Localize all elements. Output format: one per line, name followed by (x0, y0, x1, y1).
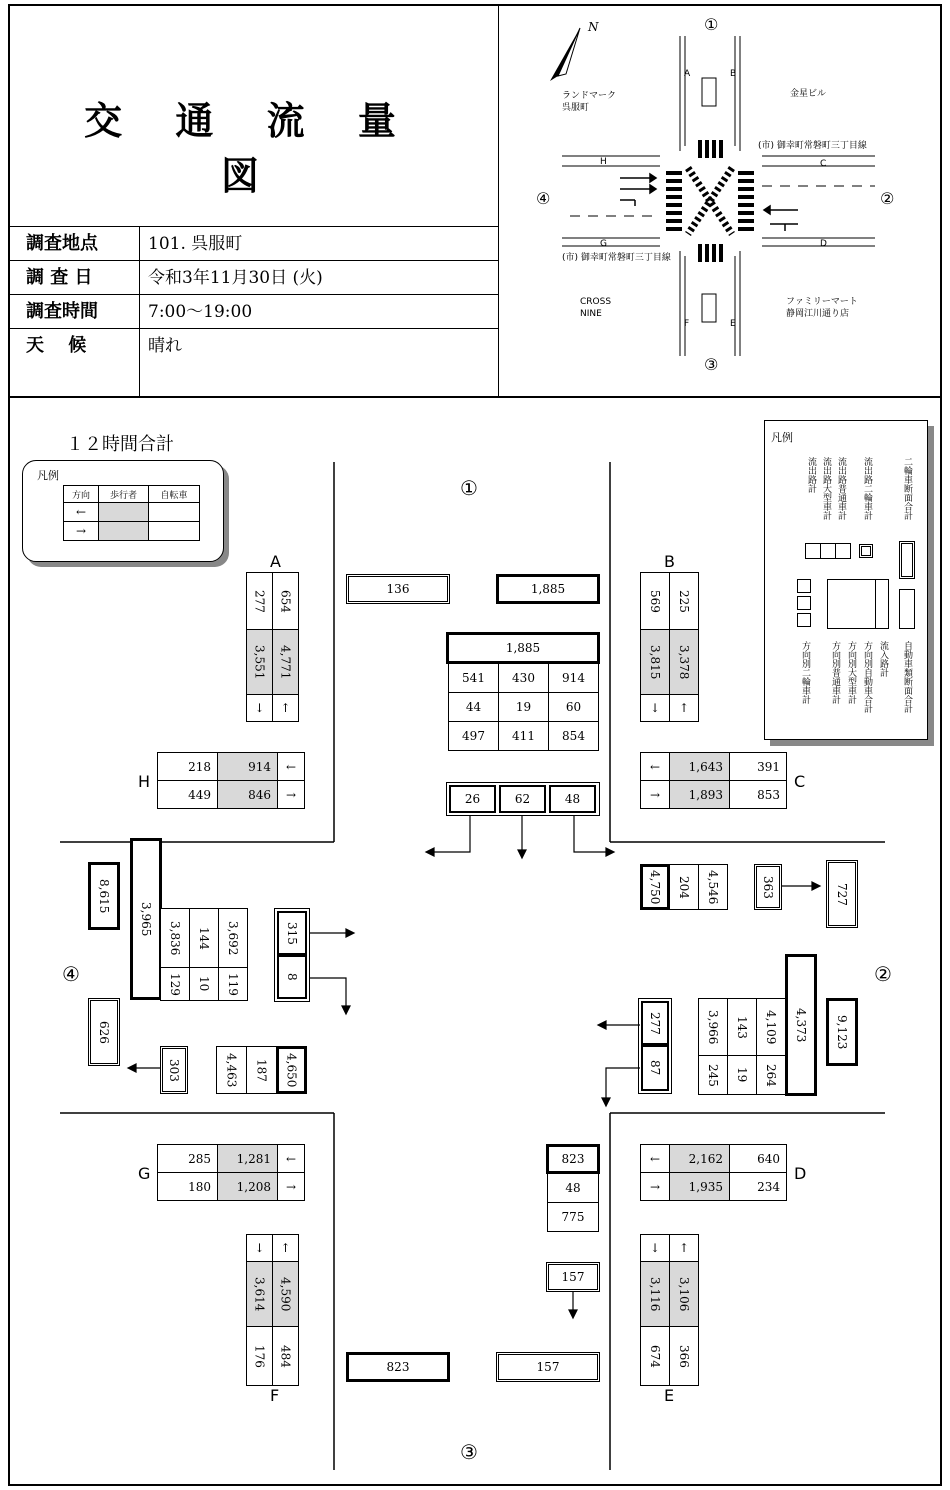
legend-label: 流出路大型車計 (821, 457, 831, 520)
crosswalk-e-arrow-up: ↑ (669, 1234, 699, 1262)
west-moto-1: 315 (277, 911, 307, 955)
svg-text:G: G (600, 239, 607, 249)
north-grid-cell: 411 (498, 721, 549, 751)
legend-label: 方向別普通車計 (830, 641, 840, 704)
crosswalk-g-bike: 180 (157, 1172, 218, 1201)
crosswalk-label-a: A (270, 552, 281, 571)
crosswalk-h-ped: 846 (217, 780, 278, 809)
west-grid-cell: 10 (189, 967, 219, 1001)
landmark-sw: CROSS (580, 297, 612, 307)
crosswalk-a-arrow-down: ↓ (246, 694, 273, 722)
north-outflow-total: 1,885 (446, 632, 600, 664)
legend-label: 方向別大型車計 (846, 641, 856, 704)
page-title: 交 通 流 量 図 (84, 99, 416, 198)
crosswalk-c-arrow: → (640, 780, 670, 809)
crosswalk-f-arrow-down: ↓ (246, 1234, 273, 1262)
crosswalk-b-bike-down: 569 (640, 572, 670, 630)
east-moto-2: 87 (641, 1045, 669, 1091)
west-grid-cell: 129 (160, 967, 190, 1001)
crosswalk-h-ped: 914 (217, 752, 278, 781)
north-twowheel-section: 136 (346, 574, 450, 604)
landmark-se: ファミリーマート (786, 297, 858, 307)
legend-label: 方向別自動車合計 (862, 641, 872, 713)
crosswalk-d-arrow: → (640, 1172, 670, 1201)
east-grid-cell: 264 (756, 1055, 786, 1095)
north-outflow-3: 914 (548, 663, 599, 693)
crosswalk-label-f: F (270, 1386, 280, 1405)
crosswalk-g-arrow: → (277, 1172, 305, 1201)
road-west-label: (市) 御幸町常磐町三丁目線 (562, 253, 671, 263)
south-outflow-1: 48 (547, 1173, 599, 1203)
east-vehicle-section: 9,123 (826, 998, 858, 1066)
north-outflow-2: 430 (498, 663, 549, 693)
east-moto-1: 277 (641, 1001, 669, 1045)
approach-3: ③ (704, 355, 719, 374)
crosswalk-c-ped: 1,643 (669, 752, 730, 781)
north-grid-cell: 44 (448, 692, 499, 722)
svg-text:B: B (730, 69, 737, 79)
crosswalk-f-ped-up: 4,590 (272, 1261, 299, 1327)
crosswalk-a-arrow-up: ↑ (272, 694, 299, 722)
north-grid-cell: 497 (448, 721, 499, 751)
svg-text:NINE: NINE (580, 309, 602, 319)
info-value: 令和3年11月30日 (火) (148, 268, 323, 288)
south-twowheel-section: 157 (496, 1352, 600, 1382)
svg-text:H: H (600, 157, 607, 167)
crosswalk-d-bike: 640 (729, 1144, 787, 1173)
crosswalk-b-ped-up: 3,378 (669, 629, 699, 695)
north-grid-cell: 19 (498, 692, 549, 722)
svg-text:F: F (684, 319, 690, 329)
crosswalk-h-arrow: → (277, 780, 305, 809)
crosswalk-c-bike: 391 (729, 752, 787, 781)
crosswalk-a-bike-up: 654 (272, 572, 299, 630)
east-outflow-total: 4,373 (785, 954, 817, 1096)
crosswalk-c-bike: 853 (729, 780, 787, 809)
crosswalk-g-bike: 285 (157, 1144, 218, 1173)
crosswalk-c-arrow: ← (640, 752, 670, 781)
crosswalk-d-arrow: ← (640, 1144, 670, 1173)
crosswalk-a-bike-down: 277 (246, 572, 273, 630)
west-grid-cell: 119 (218, 967, 248, 1001)
crosswalk-e-ped-up: 3,106 (669, 1261, 699, 1327)
crosswalk-e-ped-down: 3,116 (640, 1261, 670, 1327)
section-title: １２時間合計 (66, 434, 174, 455)
svg-text:呉服町: 呉服町 (562, 103, 590, 113)
approach-label-2: ② (874, 962, 892, 986)
north-moto-2: 62 (499, 785, 546, 813)
landmark-ne: 金星ビル (790, 89, 827, 99)
svg-text:A: A (684, 69, 691, 79)
north-grid-cell: 854 (548, 721, 599, 751)
west-inflow-total: 4,650 (276, 1046, 307, 1094)
crosswalk-b-ped-down: 3,815 (640, 629, 670, 695)
road-east-label: (市) 御幸町常磐町三丁目線 (758, 141, 867, 151)
crosswalk-c-ped: 1,893 (669, 780, 730, 809)
crosswalk-e-bike-down: 674 (640, 1326, 670, 1386)
approach-label-3: ③ (460, 1440, 478, 1464)
info-value: 101. 呉服町 (148, 234, 243, 254)
east-grid-cell: 19 (727, 1055, 757, 1095)
crosswalk-f-arrow-up: ↑ (272, 1234, 299, 1262)
legend-header-ped: 歩行者 (98, 485, 149, 503)
legend-label: 方向別二輪車計 (800, 641, 810, 704)
east-grid-cell: 4,109 (756, 998, 786, 1056)
east-grid-cell: 245 (698, 1055, 728, 1095)
crosswalk-b-bike-up: 225 (669, 572, 699, 630)
south-outflow-total: 823 (546, 1144, 600, 1174)
crosswalk-f-bike-down: 176 (246, 1326, 273, 1386)
east-twowheel-section: 727 (826, 860, 858, 928)
west-vehicle-section: 8,615 (88, 862, 120, 930)
crosswalk-g-ped: 1,281 (217, 1144, 278, 1173)
west-grid-cell: 144 (189, 908, 219, 968)
crosswalk-a-ped-up: 4,771 (272, 629, 299, 695)
info-label: 調査時間 (10, 295, 140, 329)
crosswalk-h-arrow: ← (277, 752, 305, 781)
legend-label: 流出路普通車計 (836, 457, 846, 520)
south-moto-in: 157 (546, 1262, 600, 1292)
crosswalk-d-ped: 1,935 (669, 1172, 730, 1201)
east-inflow-2: 4,546 (698, 864, 728, 910)
west-inflow-1: 4,463 (216, 1046, 247, 1094)
crosswalk-b-arrow-up: ↑ (669, 694, 699, 722)
crosswalk-label-g: G (138, 1164, 151, 1183)
crosswalk-f-bike-up: 484 (272, 1326, 299, 1386)
crosswalk-e-arrow-down: ↓ (640, 1234, 670, 1262)
crosswalk-f-ped-down: 3,614 (246, 1261, 273, 1327)
info-value: 7:00〜19:00 (148, 302, 253, 322)
svg-text:静岡江川通り店: 静岡江川通り店 (786, 309, 850, 319)
crosswalk-b-arrow-down: ↓ (640, 694, 670, 722)
east-grid-cell: 143 (727, 998, 757, 1056)
crosswalk-label-c: C (794, 772, 806, 791)
west-moto-in: 303 (160, 1046, 188, 1094)
crosswalk-label-h: H (138, 772, 151, 791)
svg-text:D: D (820, 239, 827, 249)
east-inflow-total: 4,750 (640, 864, 670, 910)
crosswalk-label-e: E (664, 1386, 675, 1405)
crosswalk-h-bike: 449 (157, 780, 218, 809)
south-vehicle-section: 823 (346, 1352, 450, 1382)
west-outflow-total: 3,965 (130, 838, 162, 1000)
legend-right-title: 凡例 (771, 431, 793, 444)
crosswalk-a-ped-down: 3,551 (246, 629, 273, 695)
landmark-nw: ランドマーク (562, 91, 617, 101)
legend-header-direction: 方向 (63, 485, 99, 503)
info-label: 調 査 日 (10, 261, 140, 295)
crosswalk-h-bike: 218 (157, 752, 218, 781)
east-moto-in: 363 (754, 864, 782, 910)
north-moto-3: 48 (549, 785, 596, 813)
south-outflow-2: 775 (547, 1202, 599, 1232)
legend-arrow-right: → (63, 521, 99, 541)
east-inflow-1: 204 (669, 864, 699, 910)
crosswalk-g-arrow: ← (277, 1144, 305, 1173)
crosswalk-d-bike: 234 (729, 1172, 787, 1201)
north-outflow-1: 541 (448, 663, 499, 693)
legend-label: 流出路計 (806, 457, 816, 493)
svg-text:E: E (730, 319, 736, 329)
crosswalk-e-bike-up: 366 (669, 1326, 699, 1386)
west-grid-cell: 3,692 (218, 908, 248, 968)
approach-4: ④ (536, 189, 551, 208)
approach-2: ② (880, 189, 895, 208)
north-label: N (588, 20, 599, 34)
west-inflow-2: 187 (246, 1046, 277, 1094)
north-vehicle-section: 1,885 (496, 574, 600, 604)
legend-small-title: 凡例 (37, 469, 59, 482)
legend-label: 流出路二輪車計 (862, 457, 872, 520)
west-moto-2: 8 (277, 955, 307, 999)
info-value: 晴れ (148, 336, 182, 356)
north-grid-cell: 60 (548, 692, 599, 722)
legend-header-bike: 自転車 (148, 485, 200, 503)
approach-label-1: ① (460, 476, 478, 500)
crosswalk-label-d: D (794, 1164, 807, 1183)
legend-label: 自動車類断面合計 (902, 641, 912, 713)
crosswalk-g-ped: 1,208 (217, 1172, 278, 1201)
legend-arrow-left: ← (63, 502, 99, 522)
west-grid-cell: 3,836 (160, 908, 190, 968)
info-label: 天 候 (10, 329, 140, 397)
approach-label-4: ④ (62, 962, 80, 986)
east-grid-cell: 3,966 (698, 998, 728, 1056)
legend-label: 流入路計 (878, 641, 888, 677)
crosswalk-label-b: B (664, 552, 675, 571)
svg-text:C: C (820, 159, 827, 169)
approach-1: ① (704, 15, 719, 34)
crosswalk-d-ped: 2,162 (669, 1144, 730, 1173)
legend-label: 二輪車断面合計 (902, 457, 912, 520)
west-twowheel-section: 626 (88, 998, 120, 1066)
info-label: 調査地点 (10, 227, 140, 261)
north-moto-1: 26 (449, 785, 496, 813)
